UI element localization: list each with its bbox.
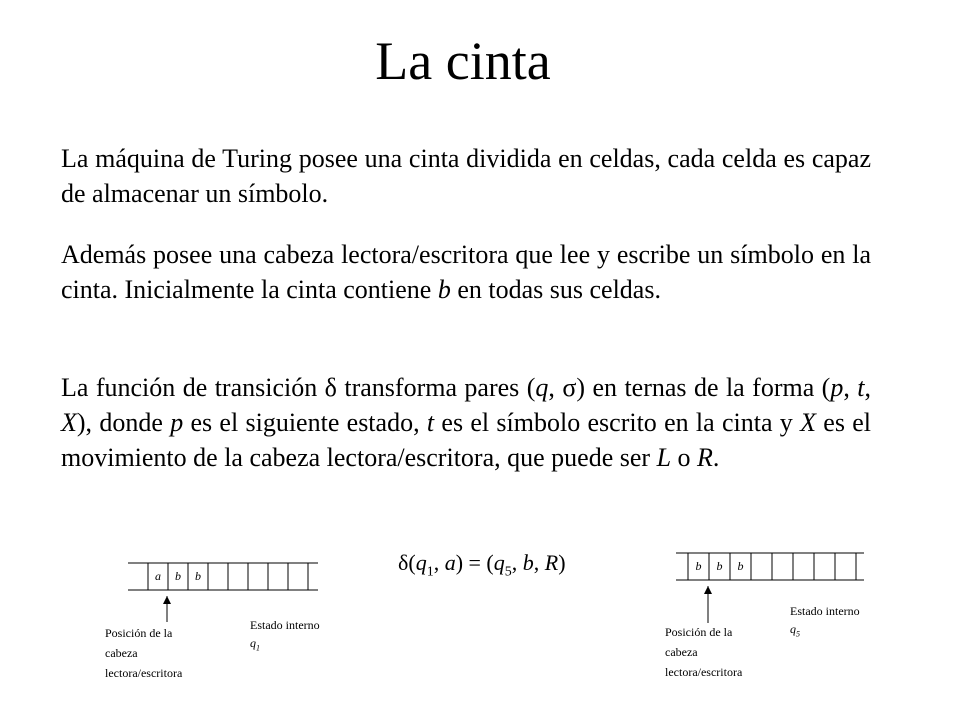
head-position-label: Posición de la: [665, 625, 733, 639]
formula-q2: q: [493, 550, 505, 575]
tape-cell: [835, 553, 856, 580]
paragraph-head-description: [61, 237, 871, 307]
p3-run: σ: [562, 373, 577, 402]
head-arrow-head: [704, 586, 712, 594]
p3-run: ,: [843, 373, 858, 402]
tape-cell: b: [737, 559, 744, 573]
tape-cell: [268, 563, 288, 590]
p3-run: δ: [324, 373, 337, 402]
formula-a: a: [444, 550, 456, 575]
p2-text-a: Además posee una cabeza lectora/escritora que lee y escribe un símbolo en la cinta. Inicialmente la cinta contiene: [61, 240, 871, 304]
formula-mid: ) = (: [455, 550, 494, 575]
p3-run: t: [426, 408, 435, 437]
formula-q-sub: 1: [426, 564, 434, 580]
internal-state-value: [250, 635, 260, 656]
slide-title: La cinta: [375, 31, 551, 91]
paragraph-transition-function: [61, 370, 871, 475]
p3-run: es el movimiento de la cabeza lectora/escritora, que puede ser: [61, 408, 872, 472]
tape-cell: [288, 563, 308, 590]
p3-run: p: [170, 408, 184, 437]
formula-sep2: ,: [511, 550, 523, 575]
formula-q2-sub: 5: [504, 564, 512, 580]
state-subscript: 5: [796, 629, 800, 639]
tape-cell: b: [716, 559, 723, 573]
p3-run: transforma pares (: [336, 373, 536, 402]
tape-cell: [248, 563, 268, 590]
p3-run: q: [535, 373, 549, 402]
head-position-label: cabeza: [105, 646, 138, 660]
internal-state-value: [790, 621, 800, 642]
formula-sep1: ,: [433, 550, 445, 575]
p3-run: X: [61, 408, 77, 437]
tape-cell: [772, 553, 793, 580]
p3-run: ), donde: [76, 408, 171, 437]
head-position-label: Posición de la: [105, 626, 173, 640]
p3-run: ,: [864, 373, 872, 402]
tape-diagram-before: [100, 555, 360, 705]
p3-run: o: [671, 443, 698, 472]
formula-sep3: ,: [533, 550, 545, 575]
formula-b: b: [522, 550, 534, 575]
internal-state-label: Estado interno: [790, 604, 860, 618]
p3-run: L: [656, 443, 672, 472]
tape-cell: [228, 563, 248, 590]
p3-run: ) en ternas de la forma (: [576, 373, 831, 402]
tape-cell: [751, 553, 772, 580]
p3-run: X: [800, 408, 816, 437]
p3-run: es el siguiente estado,: [183, 408, 427, 437]
internal-state-label: Estado interno: [250, 618, 320, 632]
tape-cell: a: [155, 569, 161, 583]
formula-close: ): [558, 550, 566, 575]
formula-q: q: [415, 550, 427, 575]
tape-cell: b: [695, 559, 702, 573]
p3-run: .: [712, 443, 720, 472]
formula-delta: δ: [398, 550, 409, 575]
paragraph-tape-description: La máquina de Turing posee una cinta dividida en celdas, cada celda es capaz de almacenar un símbolo.: [61, 144, 871, 208]
formula-R: R: [544, 550, 559, 575]
state-subscript: 1: [256, 643, 260, 653]
p3-run: es el símbolo escrito en la cinta y: [434, 408, 801, 437]
transition-formula: [398, 548, 566, 587]
p2-text-c: en todas sus celdas.: [450, 275, 661, 304]
tape-cell: [793, 553, 814, 580]
formula-open: (: [408, 550, 416, 575]
p3-run: R: [697, 443, 713, 472]
p3-run: ,: [548, 373, 563, 402]
head-position-label: lectora/escritora: [665, 665, 743, 679]
head-position-label: lectora/escritora: [105, 666, 183, 680]
state-symbol: q: [250, 636, 256, 650]
head-position-label: cabeza: [665, 645, 698, 659]
tape-cell: b: [195, 569, 201, 583]
state-symbol: q: [790, 622, 796, 636]
p3-run: La función de transición: [61, 373, 325, 402]
head-arrow-head: [163, 596, 171, 604]
p3-run: p: [830, 373, 844, 402]
tape-cell: [814, 553, 835, 580]
p3-run: t: [857, 373, 865, 402]
tape-cell: b: [175, 569, 181, 583]
p2-blank-symbol: b: [437, 275, 451, 304]
tape-cell: [208, 563, 228, 590]
tape-diagram-after: [655, 545, 900, 705]
